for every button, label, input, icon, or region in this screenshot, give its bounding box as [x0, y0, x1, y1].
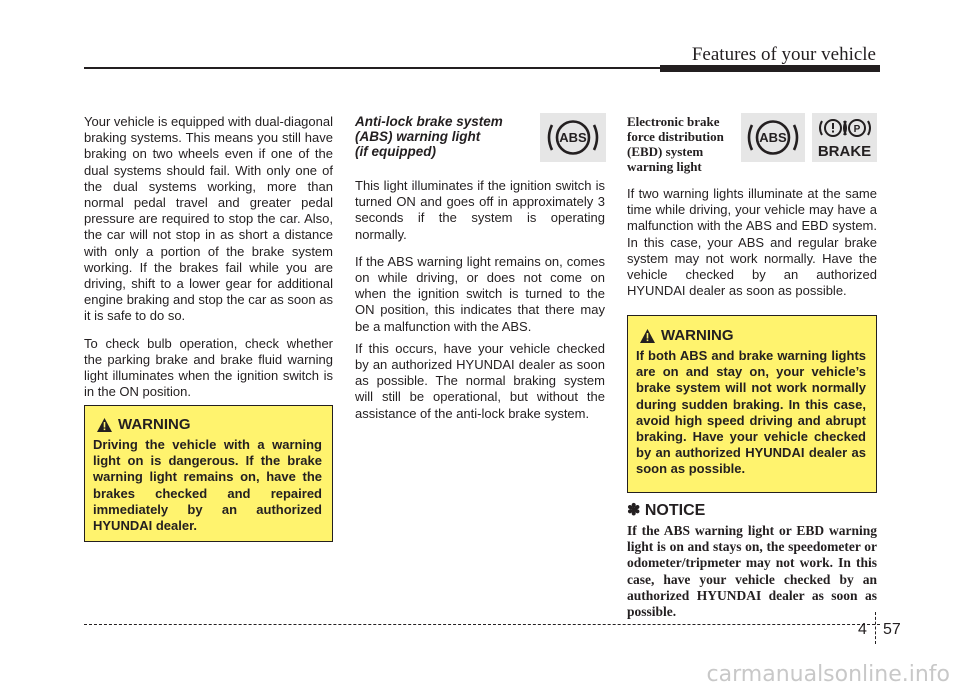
warning-triangle-icon	[640, 329, 655, 343]
paragraph-abs-illuminates: This light illuminates if the ignition switch is turned ON and goes off in approximately 3 seconds if the system is operating normally.	[355, 178, 605, 242]
ebd-subtitle-line: (EBD) system	[627, 144, 704, 159]
warning-box-abs-brake	[627, 315, 877, 493]
paragraph-abs-have-checked: If this occurs, have your vehicle checked by an authorized HYUNDAI dealer as soon as possible. The normal braking system will still be operational, but without the assistance of the anti-lock brake system.	[355, 340, 605, 421]
notice-text: If the ABS warning light or EBD warning light is on and stays on, the speedometer or odometer/tripmeter may not work. In this case, have your vehicle checked by an authorized HYUNDAI dealer as soon as possible.	[627, 523, 877, 620]
chapter-number: 4	[858, 621, 867, 638]
warning-triangle-icon	[97, 418, 112, 432]
warning-text: If both ABS and brake warning lights are on and stay on, your vehicle’s brake system will not work normally during sudden braking. In this case, avoid high speed driving and abrupt braking. Have your vehicle checked by an authorized HYUNDAI dealer as soon as possible.	[636, 348, 866, 477]
abs-icon-label: ABS	[559, 130, 587, 145]
brake-icon-label: BRAKE	[817, 143, 872, 160]
notice-title: NOTICE	[644, 502, 706, 519]
notice-heading	[627, 500, 877, 520]
footer-divider	[875, 612, 876, 644]
watermark: carmanualsonline.info	[706, 662, 950, 687]
warning-title: WARNING	[661, 327, 734, 344]
paragraph-dual-braking: Your vehicle is equipped with dual-diagonal braking systems. This means you still have braking on two wheels even if one of the dual systems should fail. With only one of the dual systems working, more than normal pedal travel and greater pedal pressure are required to stop the car. Also, the car will not stop in as short a distance with only a portion of the brake system working. If the brakes fail while you are driving, shift to a lower gear for additional engine braking and stop the car as soon as it is safe to do so.	[84, 114, 333, 324]
abs-subtitle-line: (ABS) warning light	[355, 129, 481, 144]
ebd-abs-light-icon	[741, 113, 805, 162]
notice-star-icon: ✽	[627, 502, 641, 519]
warning-header	[97, 416, 322, 433]
abs-subtitle-line: Anti-lock brake system	[355, 114, 503, 129]
ebd-abs-icon-label: ABS	[759, 130, 787, 145]
header-bar	[660, 65, 880, 72]
notice-block	[627, 500, 877, 620]
brake-warning-light-icon	[812, 113, 877, 162]
warning-text: Driving the vehicle with a warning light on is dangerous. If the brake warning light remains on, have the brakes checked and repaired immediately by an authorized HYUNDAI dealer.	[93, 437, 322, 534]
warning-box-driving	[84, 405, 333, 542]
ebd-subtitle-line: Electronic brake	[627, 114, 720, 129]
ebd-subtitle-line: force distribution	[627, 129, 724, 144]
warning-header	[640, 327, 866, 344]
ebd-subtitle-line: warning light	[627, 159, 702, 174]
warning-title: WARNING	[118, 416, 191, 433]
column-1	[84, 114, 333, 411]
paragraph-bulb-check: To check bulb operation, check whether the parking brake and brake fluid warning light illuminates when the ignition switch is in the ON position.	[84, 335, 333, 400]
paragraph-abs-remains-on: If the ABS warning light remains on, comes on while driving, or does not come on when the ignition switch is turned to the ON position, this indicates that there may be a malfunction with the ABS.	[355, 253, 605, 334]
abs-subtitle-line: (if equipped)	[355, 144, 436, 159]
svg-text:P: P	[853, 124, 861, 135]
paragraph-ebd-two-lights: If two warning lights illuminate at the same time while driving, your vehicle may have a malfunction with the ABS and EBD system. In this case, your ABS and regular brake system may not work normally. Have the vehicle checked by an authorized HYUNDAI dealer as soon as possible.	[627, 186, 877, 299]
footer-rule	[84, 624, 880, 625]
section-title: Features of your vehicle	[691, 44, 876, 65]
abs-warning-light-icon	[540, 113, 606, 162]
page-number: 57	[883, 621, 901, 638]
